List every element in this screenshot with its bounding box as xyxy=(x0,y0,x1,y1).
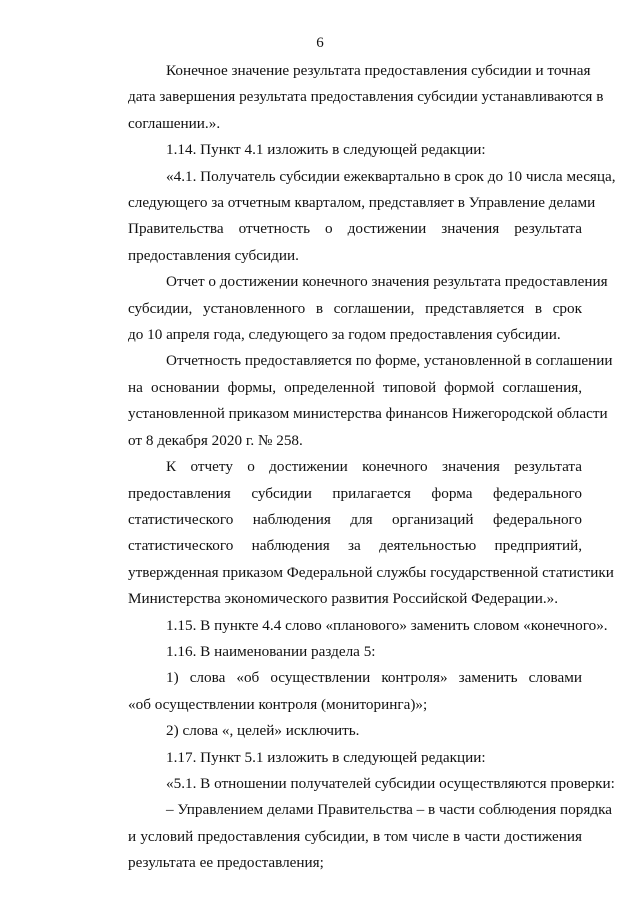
text-line: дата завершения результата предоставления субсидии устанавливаются в xyxy=(128,88,604,106)
paragraph-1-14 xyxy=(90,137,582,163)
paragraph-1-15 xyxy=(90,613,608,639)
paragraph-dash-item xyxy=(90,797,612,876)
paragraph-report-form xyxy=(90,348,613,454)
paragraph-4-1 xyxy=(90,164,616,270)
text-line: Отчет о достижении конечного значения результата предоставления xyxy=(166,273,608,291)
paragraph-final-report xyxy=(90,269,608,348)
text-line: «об осуществлении контроля (мониторинга)»; xyxy=(128,695,428,713)
text-line: и условий предоставления субсидии, в том числе в части достижения xyxy=(128,827,582,845)
text-line: 1.17. Пункт 5.1 изложить в следующей редакции: xyxy=(166,748,486,766)
text-line: Отчетность предоставляется по форме, установленной в соглашении xyxy=(166,352,613,370)
text-line: «4.1. Получатель субсидии ежеквартально в срок до 10 числа месяца, xyxy=(166,167,616,185)
text-line: К отчету о достижении конечного значения результата xyxy=(166,458,582,476)
text-line: предоставления субсидии. xyxy=(128,246,299,264)
page-number: 6 xyxy=(316,35,324,51)
text-line: 1) слова «об осуществлении контроля» заменить словами xyxy=(166,669,582,687)
text-line: предоставления субсидии прилагается форма федерального xyxy=(128,484,582,502)
text-line: установленной приказом министерства финансов Нижегородской области xyxy=(128,405,608,423)
document-body xyxy=(90,58,616,877)
paragraph-result-value xyxy=(90,58,604,137)
text-line: соглашении.». xyxy=(128,114,221,132)
text-line: 1.14. Пункт 4.1 изложить в следующей редакции: xyxy=(166,141,486,159)
text-line: утвержденная приказом Федеральной службы государственной статистики xyxy=(128,563,614,581)
text-line: субсидии, установленного в соглашении, представляется в срок xyxy=(128,299,582,317)
text-line: от 8 декабря 2020 г. № 258. xyxy=(128,431,303,449)
text-line: Конечное значение результата предоставления субсидии и точная xyxy=(166,62,591,79)
paragraph-1-17 xyxy=(90,745,582,771)
text-line: – Управлением делами Правительства – в части соблюдения порядка xyxy=(166,801,612,819)
text-line: до 10 апреля года, следующего за годом предоставления субсидии. xyxy=(128,326,561,344)
text-line: на основании формы, определенной типовой формой соглашения, xyxy=(128,378,582,396)
text-line: статистического наблюдения для организаций федерального xyxy=(128,510,582,528)
text-line: Министерства экономического развития Российской Федерации.». xyxy=(128,590,559,608)
text-line: Правительства отчетность о достижении значения результата xyxy=(128,220,582,238)
paragraph-5-1 xyxy=(90,771,615,797)
text-line: следующего за отчетным кварталом, представляет в Управление делами xyxy=(128,194,596,212)
text-line: 2) слова «, целей» исключить. xyxy=(166,722,360,740)
paragraph-item-2 xyxy=(90,718,582,744)
text-line: «5.1. В отношении получателей субсидии осуществляются проверки: xyxy=(166,774,615,792)
paragraph-statistical-form xyxy=(90,454,614,612)
text-line: статистического наблюдения за деятельностью предприятий, xyxy=(128,537,582,555)
text-line: 1.15. В пункте 4.4 слово «планового» заменить словом «конечного». xyxy=(166,616,608,634)
text-line: результата ее предоставления; xyxy=(128,854,324,872)
paragraph-1-16 xyxy=(90,639,582,665)
paragraph-item-1 xyxy=(90,665,582,718)
text-line: 1.16. В наименовании раздела 5: xyxy=(166,642,376,660)
